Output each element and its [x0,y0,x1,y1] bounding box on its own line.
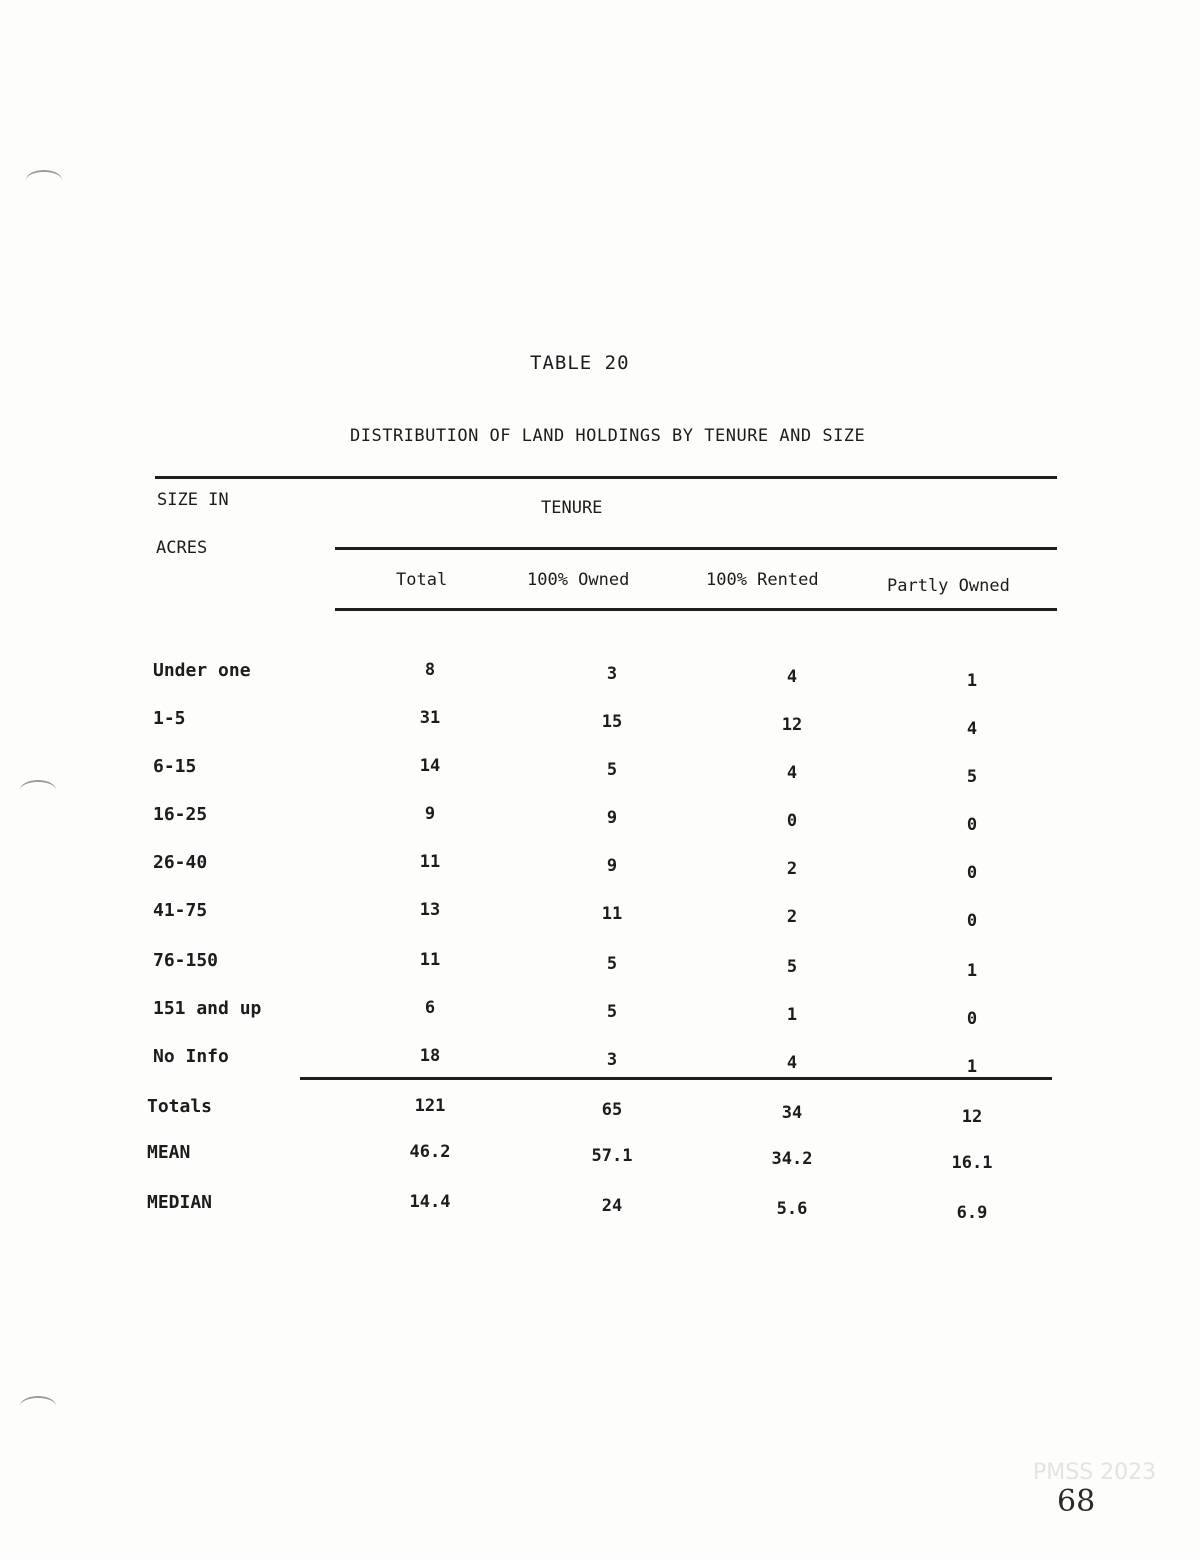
table-row-cell: 1 [966,671,978,691]
table-row-label: 151 and up [153,998,262,1019]
table-row-cell: 18 [419,1046,441,1066]
table-row-cell: 0 [966,863,978,883]
table-row-label: No Info [153,1046,229,1067]
table-row-cell: 1 [966,1057,978,1077]
table-row-cell: 8 [424,660,436,680]
header-rule [335,608,1057,611]
table-row-cell: 15 [601,712,623,732]
watermark: PMSS 2023 [1033,1460,1157,1485]
size-column-header-line2: ACRES [156,538,208,558]
summary-row-cell: 46.2 [409,1142,451,1162]
table-row-cell: 5 [606,760,618,780]
summary-row-cell: 5.6 [776,1199,808,1219]
column-header-rented: 100% Rented [706,570,819,590]
summary-row-cell: 34 [781,1103,803,1123]
summary-row-cell: 121 [414,1096,446,1116]
table-row-cell: 31 [419,708,441,728]
table-row-cell: 5 [606,1002,618,1022]
table-row-label: 76-150 [153,950,219,971]
size-column-header-line1: SIZE IN [157,490,229,510]
summary-row-cell: 16.1 [951,1153,993,1173]
margin-mark [20,1396,56,1416]
summary-row-label: MEDIAN [147,1192,213,1213]
table-row-cell: 5 [966,767,978,787]
table-row-cell: 0 [966,1009,978,1029]
table-row-cell: 3 [606,1050,618,1070]
summary-row-cell: 57.1 [591,1146,633,1166]
table-row-cell: 9 [606,856,618,876]
page-number: 68 [1057,1484,1096,1519]
table-row-cell: 0 [966,911,978,931]
table-row-cell: 4 [966,719,978,739]
summary-row-cell: 12 [961,1107,983,1127]
top-rule [155,476,1057,479]
table-row-cell: 5 [786,957,798,977]
table-row-label: 6-15 [153,756,197,777]
table-row-cell: 0 [966,815,978,835]
table-row-label: 41-75 [153,900,208,921]
table-subtitle: DISTRIBUTION OF LAND HOLDINGS BY TENURE AND SIZE [350,426,866,446]
table-row-cell: 9 [606,808,618,828]
table-title: TABLE 20 [530,352,630,374]
table-row-label: 16-25 [153,804,208,825]
table-row-cell: 11 [419,852,441,872]
table-row-cell: 3 [606,664,618,684]
summary-row-cell: 34.2 [771,1149,813,1169]
table-row-cell: 6 [424,998,436,1018]
margin-mark [20,780,56,800]
column-header-partly-owned: Partly Owned [887,576,1010,596]
table-row-label: Under one [153,660,251,681]
margin-mark [26,170,62,190]
table-row-cell: 0 [786,811,798,831]
summary-row-cell: 24 [601,1196,623,1216]
table-row-label: 26-40 [153,852,208,873]
summary-row-label: Totals [147,1096,213,1117]
summary-row-cell: 6.9 [956,1203,988,1223]
table-row-cell: 4 [786,763,798,783]
totals-rule [300,1077,1052,1080]
table-row-cell: 5 [606,954,618,974]
table-row-cell: 2 [786,907,798,927]
table-row-cell: 4 [786,1053,798,1073]
column-header-owned: 100% Owned [527,570,630,590]
table-row-cell: 14 [419,756,441,776]
tenure-rule [335,547,1057,550]
tenure-header: TENURE [541,498,603,518]
summary-row-cell: 14.4 [409,1192,451,1212]
table-row-cell: 1 [966,961,978,981]
column-header-total: Total [396,570,448,590]
table-row-cell: 1 [786,1005,798,1025]
table-row-label: 1-5 [153,708,186,729]
table-row-cell: 11 [419,950,441,970]
table-row-cell: 11 [601,904,623,924]
table-row-cell: 9 [424,804,436,824]
table-row-cell: 13 [419,900,441,920]
table-row-cell: 2 [786,859,798,879]
summary-row-label: MEAN [147,1142,191,1163]
table-row-cell: 12 [781,715,803,735]
table-row-cell: 4 [786,667,798,687]
summary-row-cell: 65 [601,1100,623,1120]
